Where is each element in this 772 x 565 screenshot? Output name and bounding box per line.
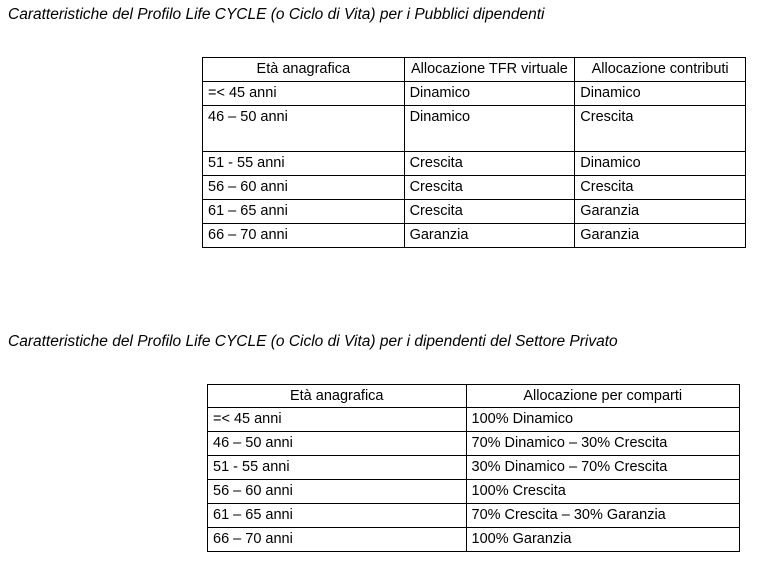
tfr-allocation-cell: Crescita — [404, 152, 575, 176]
tfr-allocation-cell: Garanzia — [404, 224, 575, 248]
table-row — [203, 152, 746, 176]
sector-allocation-cell: 100% Dinamico — [466, 408, 740, 432]
column-header-age: Età anagrafica — [203, 58, 405, 82]
contributions-allocation-cell: Crescita — [575, 176, 746, 200]
table-row — [208, 528, 740, 552]
table-row — [203, 176, 746, 200]
age-cell: 46 – 50 anni — [203, 106, 405, 152]
contributions-allocation-cell: Garanzia — [575, 200, 746, 224]
tfr-allocation-cell: Crescita — [404, 200, 575, 224]
table-header-row — [208, 385, 740, 408]
public-employees-heading: Caratteristiche del Profilo Life CYCLE (o Ciclo di Vita) per i Pubblici dipendenti — [8, 6, 545, 23]
age-cell: 51 - 55 anni — [208, 456, 467, 480]
column-header-age: Età anagrafica — [208, 385, 467, 408]
sector-allocation-cell: 100% Crescita — [466, 480, 740, 504]
column-header-contributions-allocation: Allocazione contributi — [575, 58, 746, 82]
table-row — [203, 200, 746, 224]
age-cell: 66 – 70 anni — [208, 528, 467, 552]
age-cell: =< 45 anni — [208, 408, 467, 432]
sector-allocation-cell: 100% Garanzia — [466, 528, 740, 552]
sector-allocation-cell: 70% Dinamico – 30% Crescita — [466, 432, 740, 456]
contributions-allocation-cell: Crescita — [575, 106, 746, 152]
tfr-allocation-cell: Dinamico — [404, 82, 575, 106]
age-cell: =< 45 anni — [203, 82, 405, 106]
contributions-allocation-cell: Dinamico — [575, 152, 746, 176]
table-row — [203, 224, 746, 248]
age-cell: 61 – 65 anni — [203, 200, 405, 224]
age-cell: 66 – 70 anni — [203, 224, 405, 248]
table-row — [203, 82, 746, 106]
sector-allocation-cell: 70% Crescita – 30% Garanzia — [466, 504, 740, 528]
age-cell: 56 – 60 anni — [208, 480, 467, 504]
public-employees-table — [202, 57, 746, 248]
contributions-allocation-cell: Dinamico — [575, 82, 746, 106]
table-row — [208, 480, 740, 504]
private-employees-table — [207, 384, 740, 552]
age-cell: 51 - 55 anni — [203, 152, 405, 176]
table-row — [208, 456, 740, 480]
table-header-row — [203, 58, 746, 82]
table-row — [208, 504, 740, 528]
contributions-allocation-cell: Garanzia — [575, 224, 746, 248]
column-header-tfr-allocation: Allocazione TFR virtuale — [404, 58, 575, 82]
tfr-allocation-cell: Crescita — [404, 176, 575, 200]
age-cell: 61 – 65 anni — [208, 504, 467, 528]
table-row — [208, 408, 740, 432]
table-row — [203, 106, 746, 152]
table-row — [208, 432, 740, 456]
sector-allocation-cell: 30% Dinamico – 70% Crescita — [466, 456, 740, 480]
age-cell: 56 – 60 anni — [203, 176, 405, 200]
age-cell: 46 – 50 anni — [208, 432, 467, 456]
tfr-allocation-cell: Dinamico — [404, 106, 575, 152]
column-header-sector-allocation: Allocazione per comparti — [466, 385, 740, 408]
private-employees-heading: Caratteristiche del Profilo Life CYCLE (o Ciclo di Vita) per i dipendenti del Settore Privato — [8, 333, 618, 350]
